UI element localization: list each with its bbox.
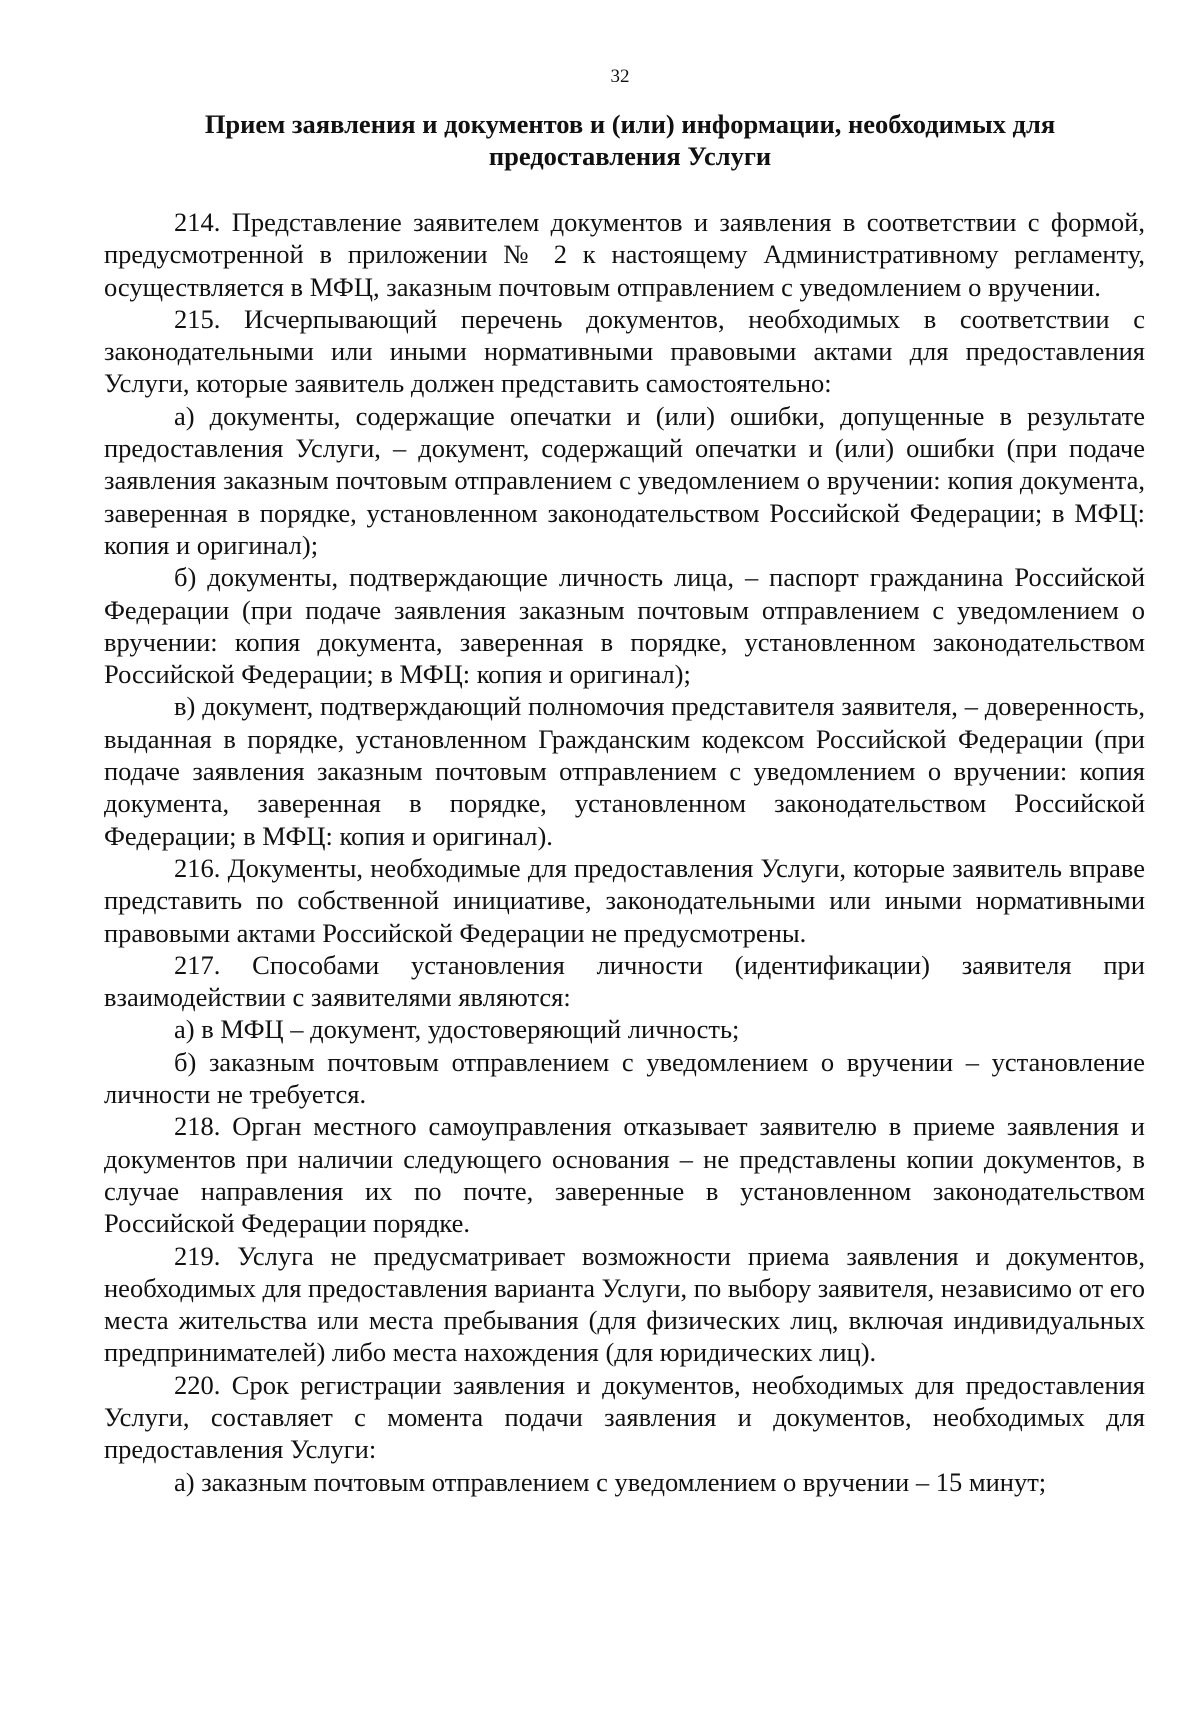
document-body [104, 206, 1145, 1498]
paragraph-217-b: б) заказным почтовым отправлением с уведомлением о вручении – установление личности не требуется. [104, 1046, 1145, 1110]
paragraph-217-a: а) в МФЦ – документ, удостоверяющий личность; [174, 1014, 740, 1045]
paragraph-216: 216. Документы, необходимые для предоставления Услуги, которые заявитель вправе представить по собственной инициативе, законодательными или иными нормативными правовыми актами Российской Федерации не предусмотрены. [104, 852, 1145, 948]
paragraph-217: 217. Способами установления личности (идентификации) заявителя при взаимодействии с заявителями являются: [104, 949, 1145, 1013]
section-title-line-2: предоставления Услуги [488, 141, 772, 171]
page-number: 32 [610, 66, 630, 87]
paragraph-215: 215. Исчерпывающий перечень документов, необходимых в соответствии с законодательными или иными нормативными правовыми актами для предоставления Услуги, которые заявитель должен представить самостоятельно: [104, 303, 1145, 399]
paragraph-215-a: а) документы, содержащие опечатки и (или) ошибки, допущенные в результате предоставления Услуги, – документ, содержащий опечатки и (или) ошибки (при подаче заявления заказным почтовым отправлением с уведомлением о вручении: копия документа, заверенная в порядке, установленном законодательством Российской Федерации; в МФЦ: копия и оригинал); [104, 400, 1145, 560]
section-title [130, 108, 1130, 172]
section-title-line-1: Прием заявления и документов и (или) информации, необходимых для [204, 109, 1056, 139]
paragraph-220-a: а) заказным почтовым отправлением с уведомлением о вручении – 15 минут; [174, 1466, 1047, 1497]
paragraph-219: 219. Услуга не предусматривает возможности приема заявления и документов, необходимых для предоставления варианта Услуги, по выбору заявителя, независимо от его места жительства или места пребывания (для физических лиц, включая индивидуальных предпринимателей) либо места нахождения (для юридических лиц). [104, 1240, 1145, 1368]
paragraph-215-b: б) документы, подтверждающие личность лица, – паспорт гражданина Российской Федерации (при подаче заявления заказным почтовым отправлением с уведомлением о вручении: копия документа, заверенная в порядке, установленном законодательством Российской Федерации; в МФЦ: копия и оригинал); [104, 562, 1145, 690]
paragraph-215-c: в) документ, подтверждающий полномочия представителя заявителя, – доверенность, выданная в порядке, установленном Гражданским кодексом Российской Федерации (при подаче заявления заказным почтовым отправлением с уведомлением о вручении: копия документа, заверенная в порядке, установленном законодательством Российской Федерации; в МФЦ: копия и оригинал). [104, 691, 1145, 851]
paragraph-220: 220. Срок регистрации заявления и документов, необходимых для предоставления Услуги, составляет с момента подачи заявления и документов, необходимых для предоставления Услуги: [104, 1369, 1145, 1465]
paragraph-218: 218. Орган местного самоуправления отказывает заявителю в приеме заявления и документов при наличии следующего основания – не представлены копии документов, в случае направления их по почте, заверенные в установленном законодательством Российской Федерации порядке. [104, 1111, 1145, 1239]
paragraph-214: 214. Представление заявителем документов и заявления в соответствии с формой, предусмотренной в приложении № 2 к настоящему Административному регламенту, осуществляется в МФЦ, заказным почтовым отправлением с уведомлением о вручении. [104, 207, 1145, 302]
